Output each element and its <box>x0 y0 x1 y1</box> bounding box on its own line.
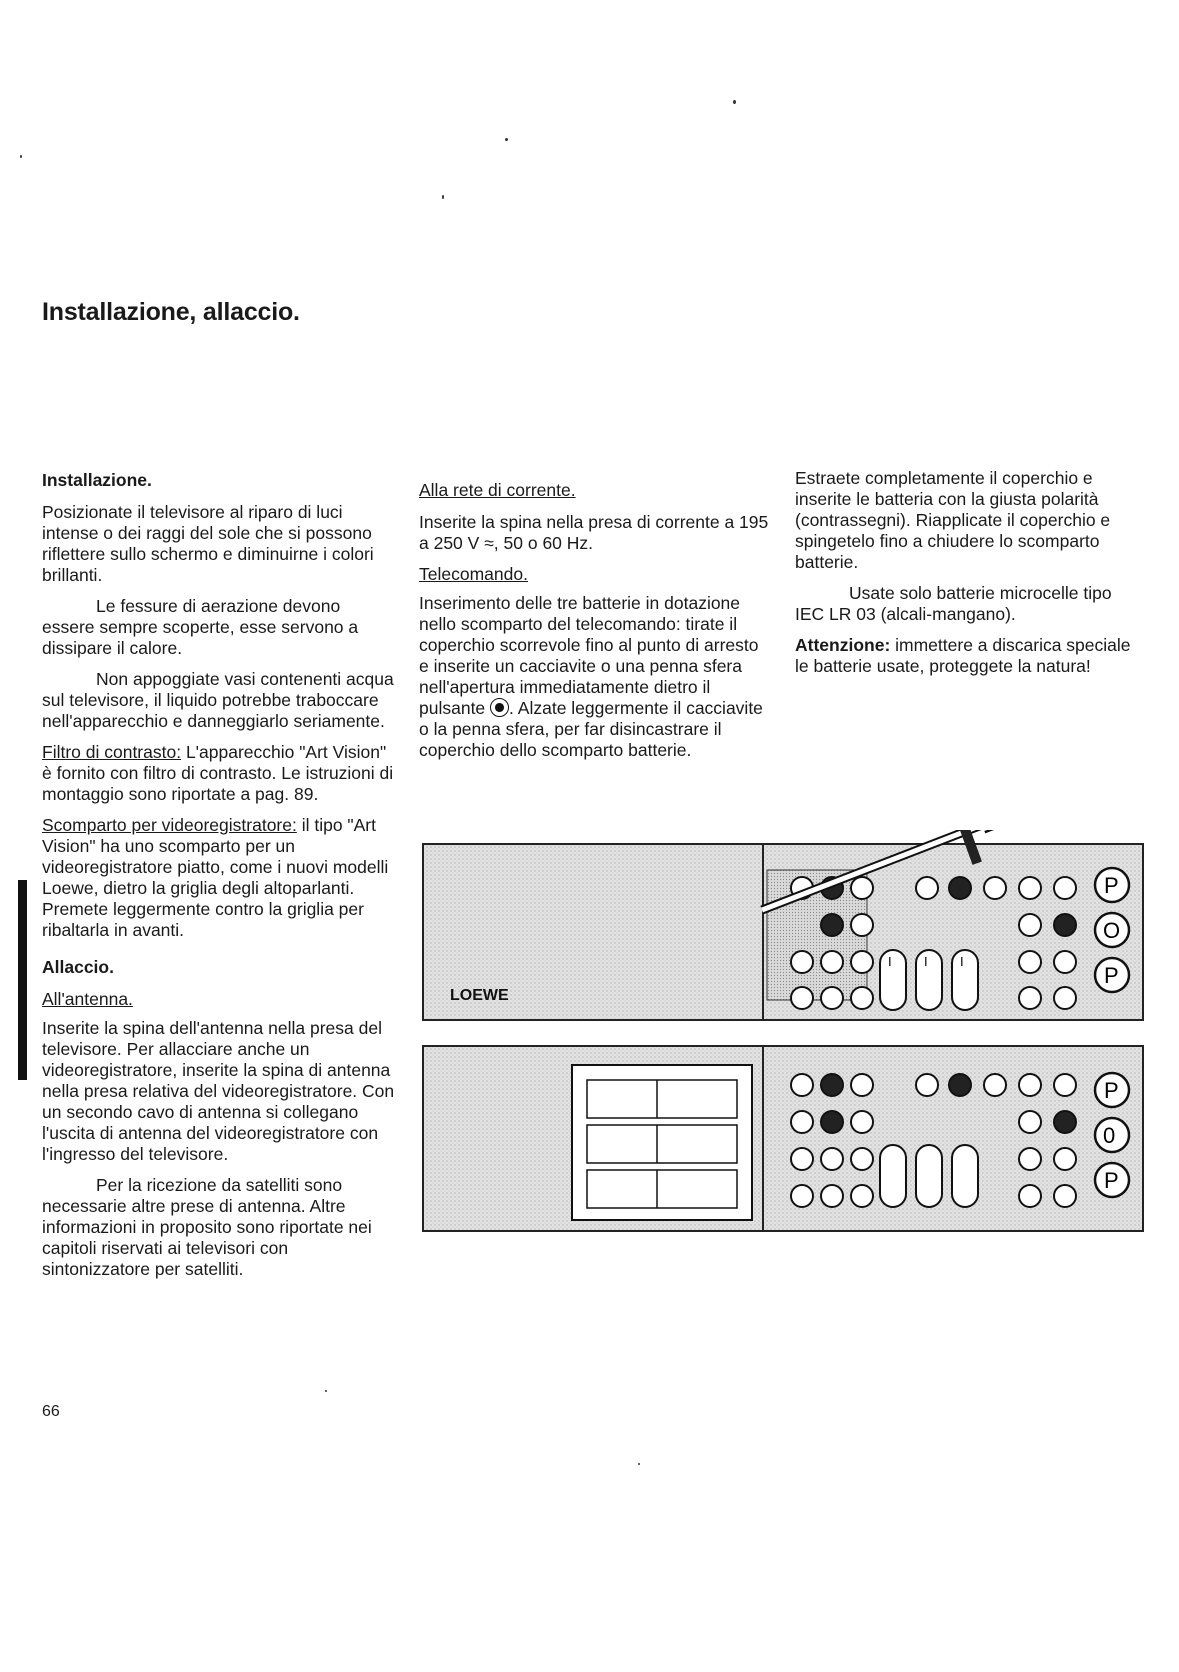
text-telecomando-a: Inserimento delle tre batterie in dotazione nello scomparto del telecomando: tirate il coperchio scorrevole fino al punto di arresto e inserite un cacciavite o una penna sfera nell'apertura immediatamente dietro il pulsante <box>419 593 759 718</box>
key-p-label: P <box>1104 963 1119 988</box>
paragraph: Per la ricezione da satelliti sono necessarie altre prese di antenna. Altre informazioni in proposito sono riportate nei capitoli riservati ai televisori con sintonizzatore per satelliti. <box>42 1175 372 1279</box>
scan-speck <box>20 155 22 158</box>
paragraph: Le fessure di aerazione devono essere sempre scoperte, esse servono a dissipare il calore. <box>42 596 359 658</box>
text-telecomando-b: . Alzate leggermente il cacciavite o la penna sfera, per far disincastrare il coperchio dello scomparto batterie. <box>419 698 763 760</box>
key-p-label: P <box>1104 1078 1119 1103</box>
heading-installazione: Installazione. <box>42 470 152 490</box>
paragraph: Non appoggiate vasi contenenti acqua sul televisore, il liquido potrebbe traboccare nell'apparecchio e danneggiarlo seriamente. <box>42 669 394 731</box>
key-o-label: O <box>1103 918 1121 943</box>
page-title: Installazione, allaccio. <box>42 298 300 326</box>
text-scomparto: il tipo "Art Vision" ha uno scomparto per un videoregistratore piatto, come i nuovi modelli Loewe, dietro la griglia degli altoparlanti. Premete leggermente contro la griglia per ribaltarla in avanti. <box>42 815 389 940</box>
text-filtro-contrasto: L'apparecchio "Art Vision" è fornito con filtro di contrasto. Le istruzioni di montaggio sono riportate a pag. 89. <box>42 742 394 804</box>
scan-speck <box>638 1463 640 1465</box>
margin-marker-bar <box>18 880 27 1080</box>
paragraph-telecomando <box>419 593 769 761</box>
brand-logo: LOEWE <box>450 987 509 1004</box>
key-zero-label: 0 <box>1103 1123 1116 1148</box>
scan-speck <box>442 195 444 199</box>
paragraph: Estraete completamente il coperchio e inserite le batteria con la giusta polarità (contrassegni). Riapplicate il coperchio e spingetelo fino a chiudere lo scomparto batterie. <box>795 468 1111 572</box>
column-left <box>42 470 397 1290</box>
paragraph: Inserite la spina nella presa di corrente a 195 a 250 V ≈, 50 o 60 Hz. <box>419 512 769 553</box>
paragraph: Posizionate il televisore al riparo di luci intense o dei raggi del sole che si possono riflettere sullo schermo e diminuirne i colori brillanti. <box>42 502 374 585</box>
text-attenzione: immettere a discarica speciale le batterie usate, proteggete la natura! <box>795 635 1131 676</box>
label-scomparto: Scomparto per videoregistratore: <box>42 815 297 835</box>
subheading-rete: Alla rete di corrente. <box>419 480 576 500</box>
page-number: 66 <box>42 1403 60 1420</box>
paragraph-attenzione <box>795 635 1145 677</box>
paragraph: Inserite la spina dell'antenna nella presa del televisore. Per allacciare anche un videoregistratore, inserite la spina di antenna nella presa relativa del videoregistratore. Con un secondo cavo di antenna si collegano l'uscita di antenna del videoregistratore con l'ingresso del televisore. <box>42 1018 395 1164</box>
subheading-antenna: All'antenna. <box>42 989 133 1009</box>
column-middle <box>419 480 769 771</box>
key-p-label: P <box>1104 873 1119 898</box>
key-i-label: I <box>924 954 928 969</box>
heading-allaccio: Allaccio. <box>42 957 114 977</box>
key-p-label: P <box>1104 1168 1119 1193</box>
paragraph-scomparto <box>42 815 397 941</box>
label-filtro-contrasto: Filtro di contrasto: <box>42 742 182 762</box>
scan-speck <box>325 1390 327 1392</box>
battery-icon <box>587 1080 737 1208</box>
paragraph-filtro <box>42 742 397 805</box>
remote-control-screwdriver-illustration <box>422 830 1147 1030</box>
button-symbol-icon <box>490 698 509 717</box>
label-attenzione: Attenzione: <box>795 635 891 655</box>
key-i-label: I <box>888 954 892 969</box>
paragraph: Usate solo batterie microcelle tipo IEC LR 03 (alcali-mangano). <box>795 583 1112 624</box>
key-i-label: I <box>960 954 964 969</box>
scan-speck <box>733 100 736 104</box>
scan-speck <box>505 138 508 141</box>
battery-compartment-illustration <box>422 1040 1147 1240</box>
column-right <box>795 468 1145 687</box>
subheading-telecomando: Telecomando. <box>419 564 528 584</box>
